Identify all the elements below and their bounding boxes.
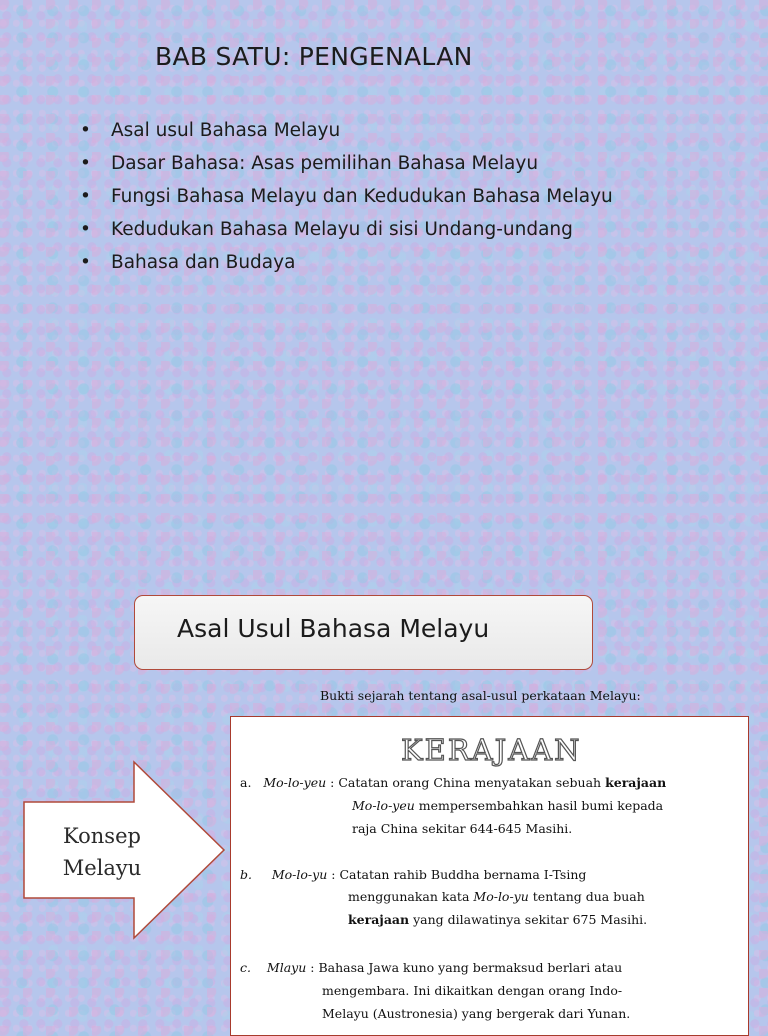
section-header-box (134, 595, 593, 670)
entry-marker: c. (240, 960, 251, 975)
entry-c-line1 (240, 960, 622, 975)
entry-separator: : (327, 867, 340, 882)
section-header-title: Asal Usul Bahasa Melayu (177, 614, 490, 643)
entry-text: yang dilawatinya sekitar 675 Masihi. (409, 912, 648, 927)
list-item-label: Fungsi Bahasa Melayu dan Kedudukan Bahasa Melayu (111, 186, 613, 207)
entry-a-line1 (240, 775, 666, 790)
kerajaan-heading (399, 729, 599, 769)
bullet-icon: • (80, 120, 91, 141)
kerajaan-heading-text: KERAJAAN (401, 733, 582, 767)
list-item (80, 151, 613, 184)
entry-a-line2 (352, 798, 663, 813)
entry-text: mengembara. Ini dikaitkan dengan orang Indo- (322, 983, 623, 998)
list-item (80, 217, 613, 250)
entry-text: menggunakan kata (348, 889, 474, 904)
entry-separator: : (326, 775, 339, 790)
list-item-label: Kedudukan Bahasa Melayu di sisi Undang-undang (111, 219, 573, 240)
entry-text: Catatan orang China menyatakan sebuah (338, 775, 606, 790)
list-item (80, 250, 613, 283)
entry-term: Mo-lo-yu (271, 867, 328, 882)
entry-marker: b. (240, 867, 252, 882)
entry-separator: : (306, 960, 319, 975)
entry-text: tentang dua buah (528, 889, 645, 904)
list-item (80, 184, 613, 217)
kerajaan-content-box (230, 716, 749, 1036)
bullet-icon: • (80, 252, 91, 273)
list-item-label: Bahasa dan Budaya (111, 252, 296, 273)
entry-c-line3 (322, 1006, 630, 1021)
entry-c-line2 (322, 983, 622, 998)
topic-list (80, 118, 613, 283)
evidence-caption: Bukti sejarah tentang asal-usul perkataan Melayu: (320, 688, 641, 703)
slide-title: BAB SATU: PENGENALAN (155, 42, 473, 71)
arrow-label-line: Konsep (63, 824, 141, 848)
entry-term: Mlayu (266, 960, 307, 975)
bullet-icon: • (80, 219, 91, 240)
entry-italic: Mo-lo-yeu (352, 798, 415, 813)
arrow-label-line: Melayu (62, 856, 142, 880)
entry-text: mempersembahkan hasil bumi kepada (414, 798, 664, 813)
entry-b-line1 (240, 867, 586, 882)
entry-text: Catatan rahib Buddha bernama I-Tsing (339, 867, 587, 882)
entry-a-line3 (352, 821, 572, 836)
list-item-label: Asal usul Bahasa Melayu (111, 120, 341, 141)
entry-bold: kerajaan (348, 912, 410, 927)
list-item (80, 118, 613, 151)
entry-b-line3 (348, 912, 647, 927)
entry-marker: a. (240, 775, 252, 790)
entry-b-line2 (348, 889, 645, 904)
entry-bold: kerajaan (605, 775, 667, 790)
entry-term: Mo-lo-yeu (263, 775, 327, 790)
list-item-label: Dasar Bahasa: Asas pemilihan Bahasa Melayu (111, 153, 539, 174)
bullet-icon: • (80, 186, 91, 207)
entry-text: raja China sekitar 644-645 Masihi. (352, 821, 573, 836)
entry-text: Bahasa Jawa kuno yang bermaksud berlari atau (318, 960, 623, 975)
entry-text: Melayu (Austronesia) yang bergerak dari Yunan. (322, 1006, 631, 1021)
bullet-icon: • (80, 153, 91, 174)
arrow-label (40, 820, 164, 884)
entry-italic: Mo-lo-yu (473, 889, 529, 904)
